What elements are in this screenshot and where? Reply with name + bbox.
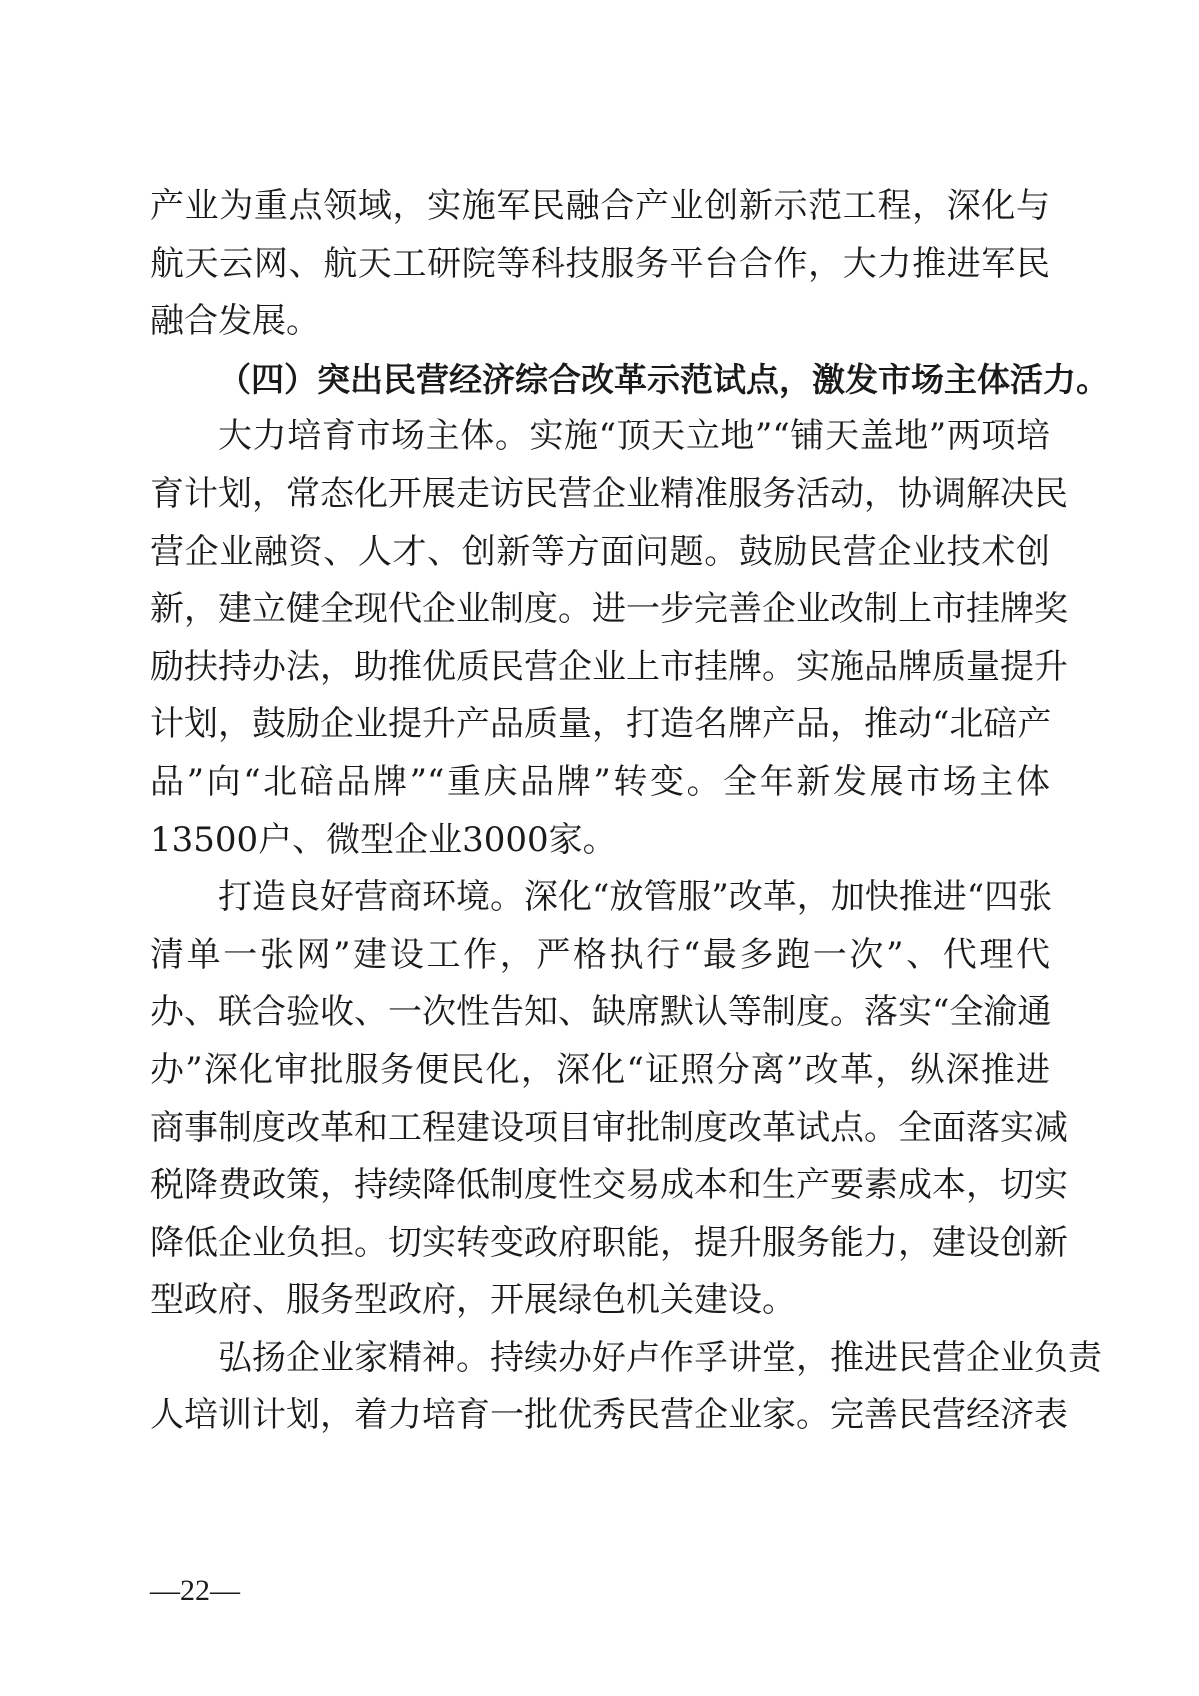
text-line: 人培训计划，着力培育一批优秀民营企业家。完善民营经济表 xyxy=(150,1395,1068,1436)
text-line: 育计划，常态化开展走访民营企业精准服务活动，协调解决民 xyxy=(150,473,1068,514)
text-line: 清单一张网”建设工作，严格执行“最多跑一次”、代理代 xyxy=(150,934,1050,975)
text-line: 励扶持办法，助推优质民营企业上市挂牌。实施品牌质量提升 xyxy=(150,646,1068,687)
text-line: 品”向“北碚品牌”“重庆品牌”转变。全年新发展市场主体 xyxy=(150,761,1050,802)
text-line: 商事制度改革和工程建设项目审批制度改革试点。全面落实减 xyxy=(150,1107,1068,1148)
text-line: 办”深化审批服务便民化，深化“证照分离”改革，纵深推进 xyxy=(150,1049,1050,1090)
text-line: 打造良好营商环境。深化“放管服”改革，加快推进“四张 xyxy=(218,877,1053,918)
document-body xyxy=(150,178,1109,1445)
page-number: —22— xyxy=(150,1574,240,1607)
text-line: 13500户、微型企业3000家。 xyxy=(150,819,617,860)
text-line: 计划，鼓励企业提升产品质量，打造名牌产品，推动“北碚产 xyxy=(150,704,1052,745)
text-line: 降低企业负担。切实转变政府职能，提升服务能力，建设创新 xyxy=(150,1222,1068,1263)
text-line: 税降费政策，持续降低制度性交易成本和生产要素成本，切实 xyxy=(150,1165,1068,1206)
text-line: 融合发展。 xyxy=(150,301,320,342)
text-line: 办、联合验收、一次性告知、缺席默认等制度。落实“全渝通 xyxy=(150,992,1052,1033)
text-line: 产业为重点领域，实施军民融合产业创新示范工程，深化与 xyxy=(150,186,1050,226)
section-heading: （四）突出民营经济综合改革示范试点，激发市场主体活力。 xyxy=(218,359,1109,399)
text-line: 航天云网、航天工研院等科技服务平台合作，大力推进军民 xyxy=(150,243,1050,284)
text-line: 弘扬企业家精神。持续办好卢作孚讲堂，推进民营企业负责 xyxy=(218,1337,1102,1378)
text-line: 型政府、服务型政府，开展绿色机关建设。 xyxy=(150,1280,796,1321)
text-line: 新，建立健全现代企业制度。进一步完善企业改制上市挂牌奖 xyxy=(150,589,1068,630)
text-line: 营企业融资、人才、创新等方面问题。鼓励民营企业技术创 xyxy=(150,531,1050,572)
text-line: 大力培育市场主体。实施“顶天立地”“铺天盖地”两项培 xyxy=(218,416,1050,457)
